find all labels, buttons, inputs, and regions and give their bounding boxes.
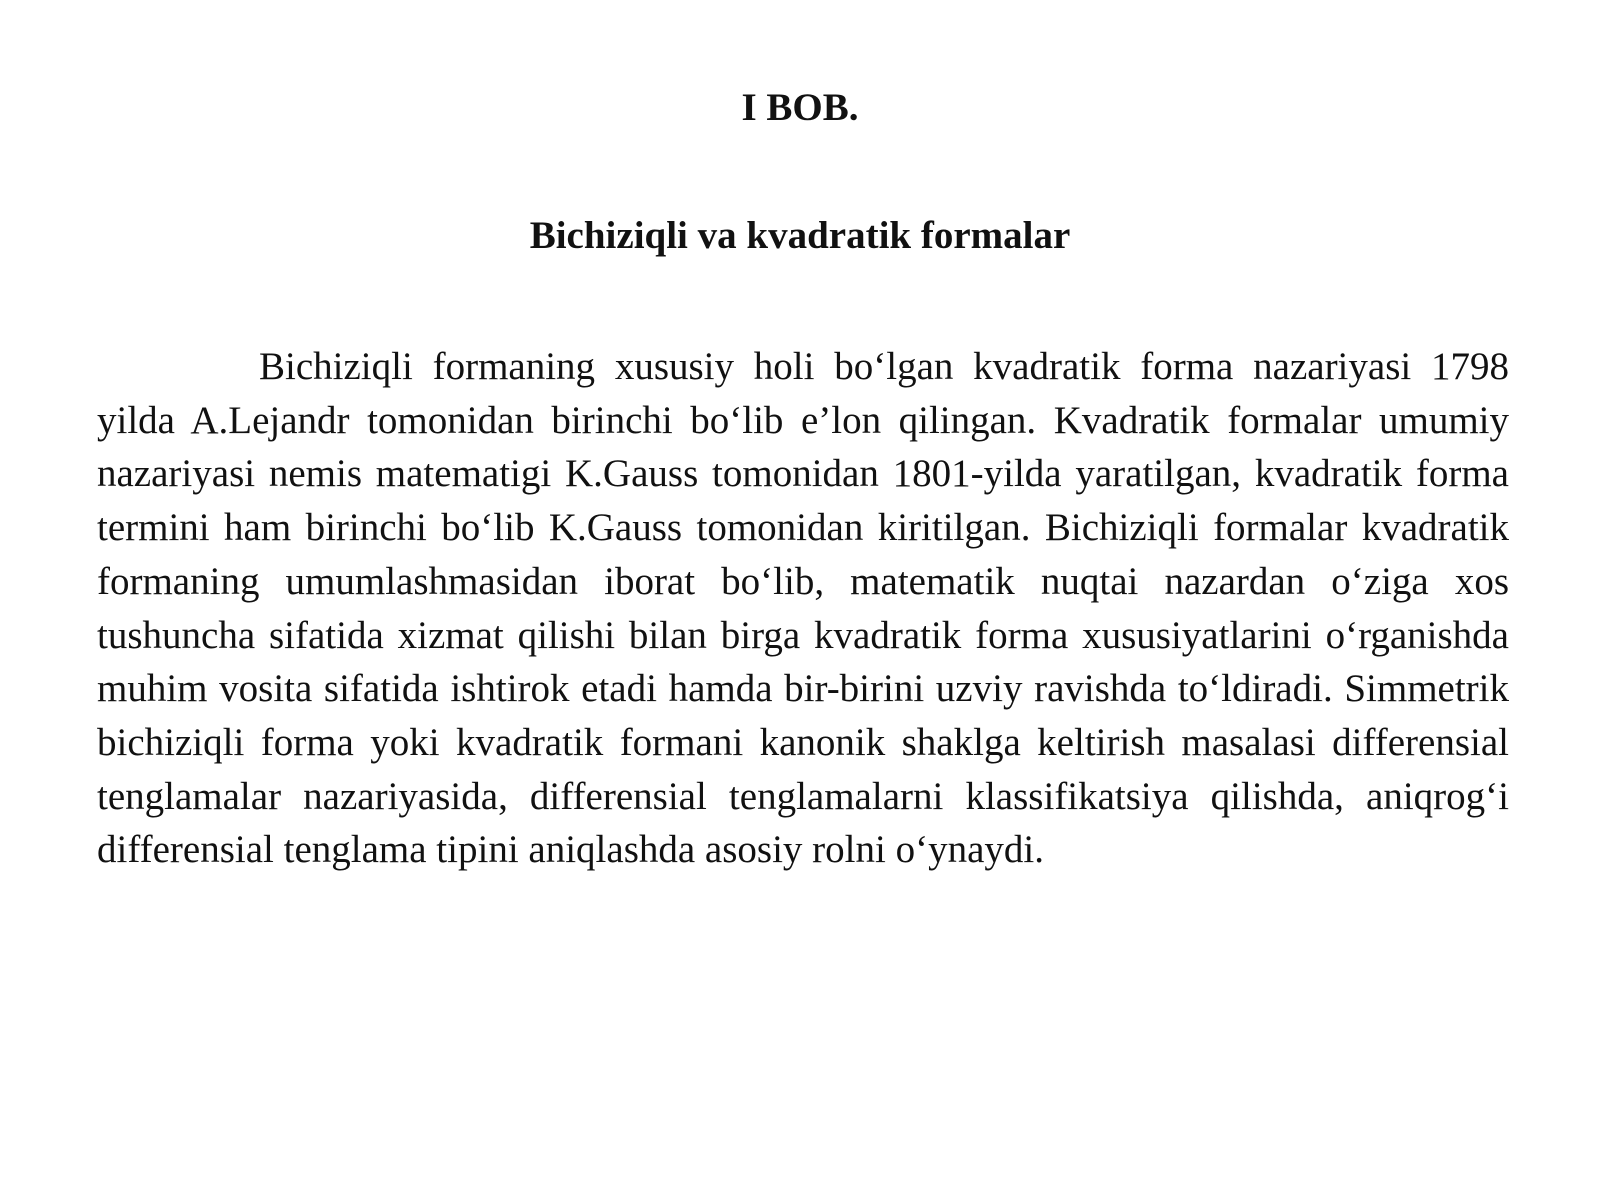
section-title: Bichiziqli va kvadratik formalar: [529, 214, 1071, 257]
chapter-heading: I BOB.: [741, 86, 859, 129]
body-paragraph: Bichiziqli formaning xususiy holi bo‘lgan kvadratik forma nazariyasi 1798 yilda A.Lejandr tomonidan birinchi bo‘lib e’lon qilingan. Kvadratik formalar umumiy nazariyasi nemis matematigi K.Gauss tomonidan 1801-yilda yaratilgan, kvadratik forma termini ham birinchi bo‘lib K.Gauss tomonidan kiritilgan. Bichiziqli formalar kvadratik formaning umumlashmasidan iborat bo‘lib, matematik nuqtai nazardan o‘ziga xos tushuncha sifatida xizmat qilishi bilan birga kvadratik forma xususiyatlarini o‘rganishda muhim vosita sifatida ishtirok etadi hamda bir-birini uzviy ravishda to‘ldiradi. Simmetrik bichiziqli forma yoki kvadratik formani kanonik shaklga keltirish masalasi differensial tenglamalar nazariyasida, differensial tenglamalarni klassifikatsiya qilishda, aniqrog‘i differensial tenglama tipini aniqlashda asosiy rolni o‘ynaydi.: [97, 345, 1509, 872]
